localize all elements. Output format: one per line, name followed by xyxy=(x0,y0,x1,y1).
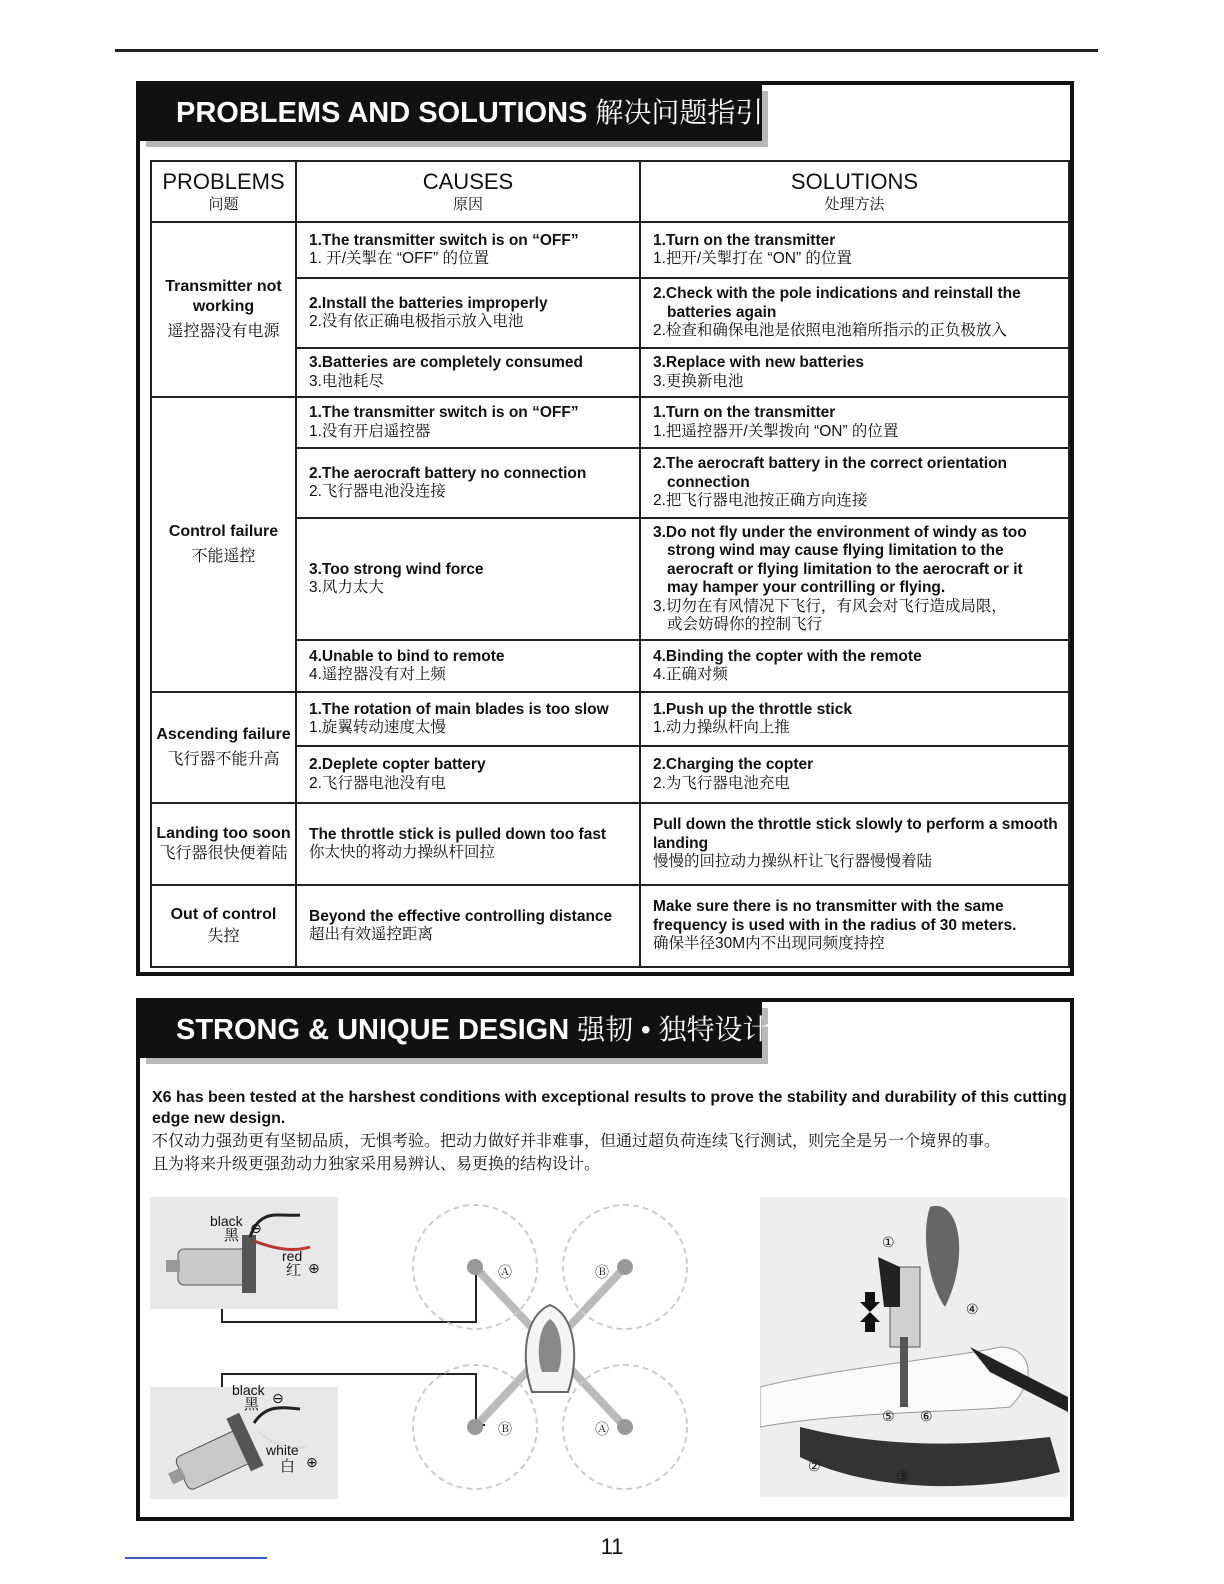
motor-b-wire2-sign: ⊕ xyxy=(306,1454,318,1470)
intro-zh-2: 且为将来升级更强劲动力独家采用易辨认、易更换的结构设计。 xyxy=(152,1156,601,1173)
cause-cell: The throttle stick is pulled down too fast 你太快的将动力操纵杆回拉 xyxy=(296,803,640,885)
problems-solutions-section xyxy=(136,81,1074,976)
solution-cell: 3.Replace with new batteries 3.更换新电池 xyxy=(640,348,1069,397)
solution-cell: 1.Turn on the transmitter 1.把开/关掣打在 “ON” 的位置 xyxy=(640,222,1069,278)
table-row xyxy=(151,397,1069,448)
table-row xyxy=(151,885,1069,967)
cause-cell: 3.Too strong wind force 3.风力太大 xyxy=(296,518,640,640)
part-label-5: ⑤ xyxy=(882,1408,895,1424)
motor-a-wire1-zh: 黑 xyxy=(224,1227,240,1244)
part-label-3: ③ xyxy=(896,1468,909,1484)
problems-table xyxy=(150,160,1070,968)
solution-cell: Make sure there is no transmitter with the same frequency is used with in the radius of 30 meters. 确保半径30M内不出现同频度持控 xyxy=(640,885,1069,967)
motor-a-wire1-sign: ⊖ xyxy=(250,1220,262,1236)
propeller-detail-photo xyxy=(760,1197,1068,1497)
propeller-detail-image xyxy=(760,1197,1068,1497)
cause-cell: 1.The rotation of main blades is too slow 1.旋翼转动速度太慢 xyxy=(296,692,640,746)
intro-en: X6 has been tested at the harshest conditions with exceptional results to prove the stability and durability of this cutting edge new design. xyxy=(152,1089,1067,1127)
part-label-4: ④ xyxy=(966,1301,979,1317)
motor-a-wire1-en: black xyxy=(210,1213,243,1229)
strong-design-section xyxy=(136,998,1074,1521)
solution-cell: 2.The aerocraft battery in the correct orientation connection 2.把飞行器电池按正确方向连接 xyxy=(640,448,1069,518)
banner-title-en: PROBLEMS AND SOLUTIONS xyxy=(176,97,588,129)
problem-landing-too-soon: Landing too soon 飞行器很快便着陆 xyxy=(151,803,296,885)
part-label-2: ② xyxy=(808,1458,821,1474)
problem-control-failure: Control failure 不能遥控 xyxy=(151,397,296,692)
motor-a-wire2-sign: ⊕ xyxy=(308,1260,320,1276)
motor-a-image xyxy=(150,1197,338,1309)
intro-text xyxy=(152,1087,1070,1175)
cause-cell: Beyond the effective controlling distance 超出有效遥控距离 xyxy=(296,885,640,967)
solutions-header: SOLUTIONS 处理方法 xyxy=(640,161,1069,222)
motor-b-wire2-zh: 白 xyxy=(280,1458,296,1475)
solution-cell: 1.Push up the throttle stick 1.动力操纵杆向上推 xyxy=(640,692,1069,746)
solution-cell: 2.Charging the copter 2.为飞行器电池充电 xyxy=(640,746,1069,803)
part-label-1: ① xyxy=(882,1234,895,1250)
table-row xyxy=(151,803,1069,885)
footer-link-rule xyxy=(125,1557,267,1559)
drone-mark-rear-left: Ⓑ xyxy=(498,1421,512,1437)
motor-b-wire1-zh: 黑 xyxy=(244,1396,260,1413)
cause-cell: 1.The transmitter switch is on “OFF” 1. 开/关掣在 “OFF” 的位置 xyxy=(296,222,640,278)
problems-solutions-banner xyxy=(140,85,762,141)
solution-cell: Pull down the throttle stick slowly to perform a smooth landing 慢慢的回拉动力操纵杆让飞行器慢慢着陆 xyxy=(640,803,1069,885)
drone-mark-front-right: Ⓑ xyxy=(595,1264,609,1280)
cause-cell: 4.Unable to bind to remote 4.遥控器没有对上频 xyxy=(296,640,640,692)
motor-a-wire2-zh: 红 xyxy=(286,1262,302,1279)
header-rule xyxy=(115,49,1098,52)
motor-b-wire2-en: white xyxy=(266,1442,299,1458)
motor-b-wire1-sign: ⊖ xyxy=(272,1390,284,1406)
drone-top-view-image xyxy=(390,1197,710,1497)
motor-a-wire2-en: red xyxy=(282,1248,303,1264)
problems-header: PROBLEMS 问题 xyxy=(151,161,296,222)
part-label-6: ⑥ xyxy=(920,1408,933,1424)
problem-out-of-control: Out of control 失控 xyxy=(151,885,296,967)
causes-header: CAUSES 原因 xyxy=(296,161,640,222)
strong-design-banner xyxy=(140,1002,771,1058)
cause-cell: 1.The transmitter switch is on “OFF” 1.没有开启遥控器 xyxy=(296,397,640,448)
cause-cell: 2.The aerocraft battery no connection 2.飞行器电池没连接 xyxy=(296,448,640,518)
solution-cell: 2.Check with the pole indications and reinstall the batteries again 2.检查和确保电池是依照电池箱所指示的正负极放入 xyxy=(640,278,1069,348)
solution-cell: 1.Turn on the transmitter 1.把遥控器开/关掣拨向 “ON” 的位置 xyxy=(640,397,1069,448)
page-number: 11 xyxy=(600,1534,624,1559)
problem-ascending-failure: Ascending failure 飞行器不能升高 xyxy=(151,692,296,803)
solution-cell: 3.Do not fly under the environment of windy as too strong wind may cause flying limitation to the aerocraft or flying limitation to the aerocraft or it may hamper your contrilling or flying. 3.切勿在有风情况下飞行，有风会对飞行造成局限， 或会妨碍你的控制飞行 xyxy=(640,518,1069,640)
solution-cell: 4.Binding the copter with the remote 4.正确对频 xyxy=(640,640,1069,692)
table-header-row xyxy=(151,161,1069,222)
cause-cell: 3.Batteries are completely consumed 3.电池耗尽 xyxy=(296,348,640,397)
motor-a-photo xyxy=(150,1197,338,1309)
table-row xyxy=(151,692,1069,746)
intro-zh-1: 不仅动力强劲更有坚韧品质，无惧考验。把动力做好并非难事，但通过超负荷连续飞行测试，则完全是另一个境界的事。 xyxy=(152,1133,1001,1150)
drone-mark-front-left: Ⓐ xyxy=(498,1264,512,1280)
table-row xyxy=(151,222,1069,278)
cause-cell: 2.Deplete copter battery 2.飞行器电池没有电 xyxy=(296,746,640,803)
drone-mark-rear-right: Ⓐ xyxy=(595,1421,609,1437)
motor-b-wire1-en: black xyxy=(232,1382,265,1398)
banner-title-en: STRONG & UNIQUE DESIGN xyxy=(176,1014,570,1046)
problem-transmitter-not-working: Transmitter not working 遥控器没有电源 xyxy=(151,222,296,397)
banner-title-zh: 强韧 • 独特设计 xyxy=(577,1014,771,1045)
banner-title-zh: 解决问题指引 xyxy=(595,97,764,128)
cause-cell: 2.Install the batteries improperly 2.没有依正确电极指示放入电池 xyxy=(296,278,640,348)
